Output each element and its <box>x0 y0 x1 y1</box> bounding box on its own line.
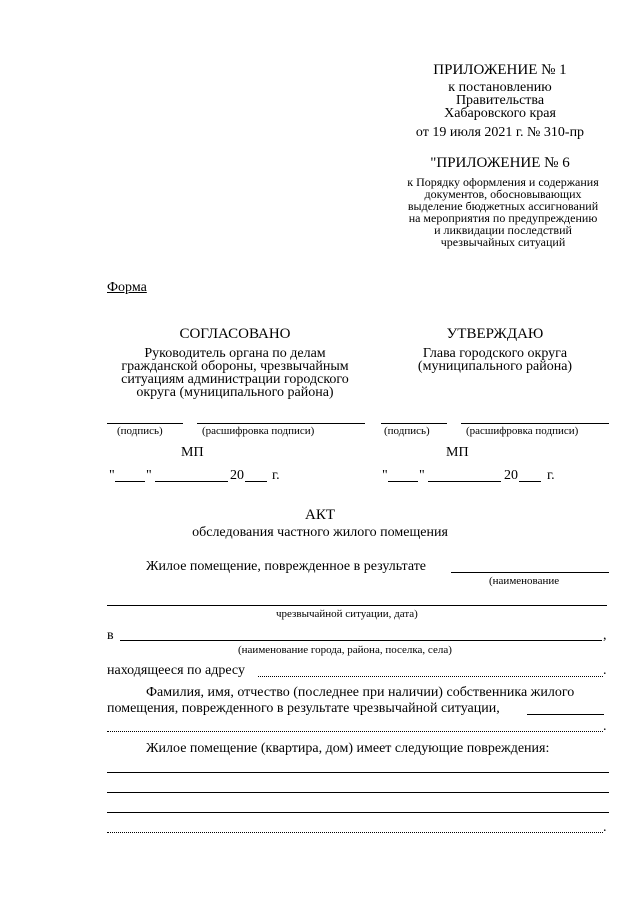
left-date-suffix: г. <box>272 468 280 483</box>
agreed-line: ситуациям администрации городского <box>121 372 349 387</box>
act-subtitle: обследования частного жилого помещения <box>192 525 448 540</box>
appendix-6-line: на мероприятия по предупреждению <box>408 211 598 225</box>
damage-label: Жилое помещение (квартира, дом) имеет следующие повреждения: <box>146 741 550 756</box>
left-decode-line[interactable] <box>197 423 365 424</box>
locality-field[interactable] <box>120 640 602 641</box>
form-label: Форма <box>107 280 147 295</box>
agreed-title: СОГЛАСОВАНО <box>179 326 291 342</box>
address-label: находящееся по адресу <box>107 663 245 678</box>
left-date-day-field[interactable] <box>115 481 145 482</box>
right-date-month-field[interactable] <box>428 481 501 482</box>
right-date-quote-close: " <box>419 468 425 483</box>
right-decode-line[interactable] <box>461 423 609 424</box>
appendix-6-line: к Порядку оформления и содержания <box>407 175 599 189</box>
prefix-in: в <box>107 628 114 643</box>
left-date-quote-open: " <box>109 468 115 483</box>
appendix-1-line: Правительства <box>455 93 545 108</box>
approve-line: Глава городского округа <box>422 346 568 361</box>
agreed-line: гражданской обороны, чрезвычайным <box>121 359 349 374</box>
right-decode-label: (расшифровка подписи) <box>466 425 579 437</box>
owner-name-field-2[interactable] <box>107 731 603 732</box>
owner-line-1: Фамилия, имя, отчество (последнее при наличии) собственника жилого <box>146 685 575 700</box>
emergency-date-field[interactable] <box>107 605 607 606</box>
left-sign-label: (подпись) <box>117 425 163 437</box>
agreed-line: округа (муниципального района) <box>136 385 334 400</box>
owner-line-2: помещения, поврежденного в результате чрезвычайной ситуации, <box>107 701 500 716</box>
approve-line: (муниципального района) <box>417 359 573 374</box>
appendix-1-line: Хабаровского края <box>444 106 556 121</box>
damage-field-3[interactable] <box>107 812 609 813</box>
comma: , <box>603 628 607 643</box>
hint-name: (наименование <box>489 575 560 587</box>
address-period: . <box>603 663 607 678</box>
emergency-name-field[interactable] <box>451 572 609 573</box>
left-stamp: МП <box>181 445 204 460</box>
damage-field-4[interactable] <box>107 832 603 833</box>
hint-locality: (наименование города, района, поселка, села) <box>238 644 452 656</box>
address-field[interactable] <box>258 676 603 677</box>
act-title: АКТ <box>305 507 335 523</box>
damage-field-1[interactable] <box>107 772 609 773</box>
left-decode-label: (расшифровка подписи) <box>202 425 315 437</box>
right-date-day-field[interactable] <box>388 481 418 482</box>
left-signature-line[interactable] <box>107 423 183 424</box>
right-stamp: МП <box>446 445 469 460</box>
appendix-1-line: к постановлению <box>448 80 552 95</box>
left-date-year-field[interactable] <box>245 481 267 482</box>
damage-period: . <box>603 820 607 835</box>
damage-field-2[interactable] <box>107 792 609 793</box>
appendix-6-title: "ПРИЛОЖЕНИЕ № 6 <box>430 155 570 171</box>
right-sign-label: (подпись) <box>384 425 430 437</box>
right-date-year-field[interactable] <box>519 481 541 482</box>
owner-name-field[interactable] <box>527 714 604 715</box>
appendix-6-line: и ликвидации последствий <box>434 223 572 237</box>
appendix-1-date: от 19 июля 2021 г. № 310-пр <box>415 125 585 140</box>
appendix-1-title: ПРИЛОЖЕНИЕ № 1 <box>433 62 567 78</box>
right-date-quote-open: " <box>382 468 388 483</box>
approve-title: УТВЕРЖДАЮ <box>446 326 544 342</box>
appendix-6-line: документов, обосновывающих <box>424 187 582 201</box>
hint-emergency: чрезвычайной ситуации, дата) <box>276 608 418 620</box>
left-date-year: 20 <box>230 468 244 483</box>
appendix-6-line: выделение бюджетных ассигнований <box>407 199 599 213</box>
right-signature-line[interactable] <box>381 423 447 424</box>
damaged-premises-label: Жилое помещение, поврежденное в результате <box>146 559 427 574</box>
appendix-6-line: чрезвычайных ситуаций <box>440 235 566 249</box>
left-date-month-field[interactable] <box>155 481 228 482</box>
right-date-suffix: г. <box>547 468 555 483</box>
left-date-quote-close: " <box>146 468 152 483</box>
agreed-line: Руководитель органа по делам <box>144 346 326 361</box>
owner-period: . <box>603 719 607 734</box>
right-date-year: 20 <box>504 468 518 483</box>
